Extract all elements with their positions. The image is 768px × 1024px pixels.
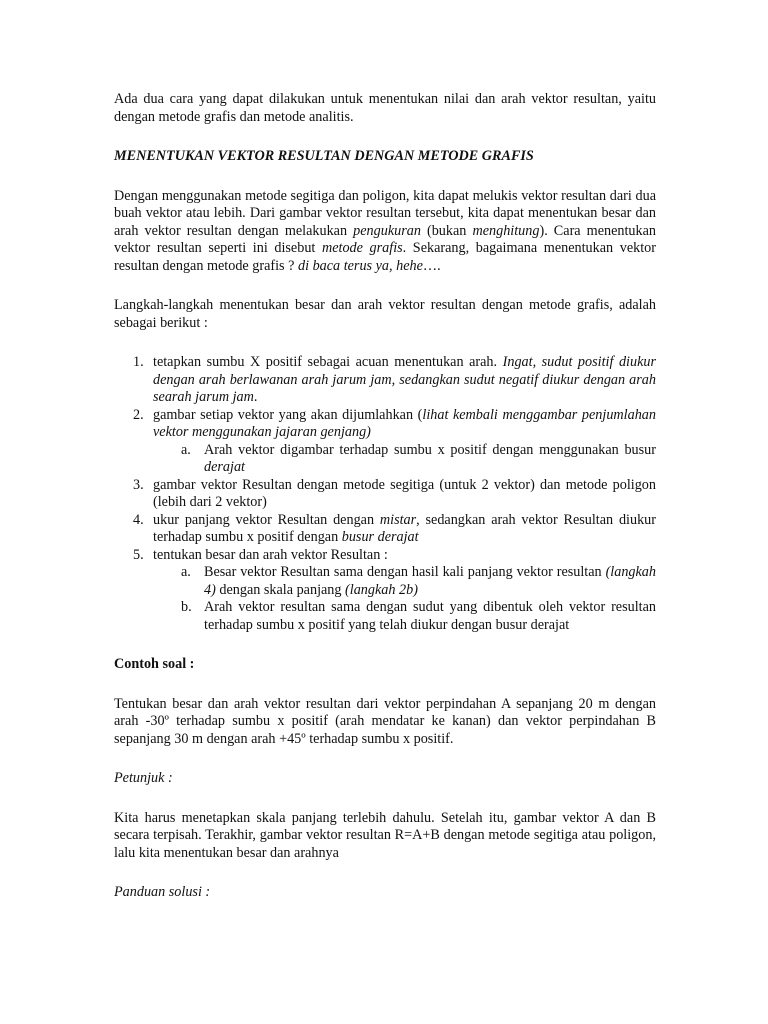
example-problem-text: Tentukan besar dan arah vektor resultan dari vektor perpindahan A sepanjang 20 m dengan arah -30º terhadap sumbu x positif (arah mendatar ke kanan) dan vektor perpindahan B sepanjang 30 m dengan arah +45º terhadap sumbu x positif. [114,695,656,747]
method-paragraph: Dengan menggunakan metode segitiga dan poligon, kita dapat melukis vektor resultan dari dua buah vektor atau lebih. Dari gambar vektor resultan tersebut, kita dapat menentukan besar dan arah vektor resultan dengan melakukan pengukuran (bukan menghitung). Cara menentukan vektor resultan seperti ini disebut metode grafis. Sekarang, bagaimana menentukan vektor resultan dengan metode grafis ? di baca terus ya, hehe…. [114,187,657,274]
substep-item: a. Arah vektor digambar terhadap sumbu x positif dengan menggunakan busur derajat [181,441,656,475]
substep-item: a. Besar vektor Resultan sama dengan hasil kali panjang vektor resultan (langkah 4) dengan skala panjang (langkah 2b) [181,564,656,598]
hint-label: Petunjuk : [114,770,173,786]
hint-text: Kita harus menetapkan skala panjang terlebih dahulu. Setelah itu, gambar vektor A dan B secara terpisah. Terakhir, gambar vektor resultan R=A+B dengan metode segitiga atau poligon, lalu kita menentukan besar dan arahnya [114,809,656,861]
step-item: 4. ukur panjang vektor Resultan dengan mistar, sedangkan arah vektor Resultan diukur terhadap sumbu x positif dengan busur derajat [133,511,657,545]
substeps-list [114,564,656,634]
intro-paragraph: Ada dua cara yang dapat dilakukan untuk menentukan nilai dan arah vektor resultan, yaitu dengan metode grafis dan metode analitis. [114,91,656,125]
example-title: Contoh soal : [114,656,195,672]
step-item: 3. gambar vektor Resultan dengan metode segitiga (untuk 2 vektor) dan metode poligon (lebih dari 2 vektor) [133,476,656,510]
step-item: 1. tetapkan sumbu X positif sebagai acuan menentukan arah. Ingat, sudut positif diukur dengan arah berlawanan arah jarum jam, sedangkan sudut negatif diukur dengan arah searah jarum jam. [133,354,656,405]
substep-item: b. Arah vektor resultan sama dengan sudut yang dibentuk oleh vektor resultan terhadap sumbu x positif yang telah diukur dengan busur derajat [181,599,656,633]
steps-intro-paragraph: Langkah-langkah menentukan besar dan arah vektor resultan dengan metode grafis, adalah sebagai berikut : [114,297,656,331]
substeps-list [114,442,656,477]
section-heading: MENENTUKAN VEKTOR RESULTAN DENGAN METODE GRAFIS [114,148,534,164]
step-item: 2. gambar setiap vektor yang akan dijumlahkan (lihat kembali menggambar penjumlahan vektor menggunakan jajaran genjang) [133,406,656,440]
solution-guide-label: Panduan solusi : [114,884,211,900]
document-body [114,91,656,902]
step-item: 5. tentukan besar dan arah vektor Resultan : [133,546,388,563]
steps-list [114,354,656,634]
